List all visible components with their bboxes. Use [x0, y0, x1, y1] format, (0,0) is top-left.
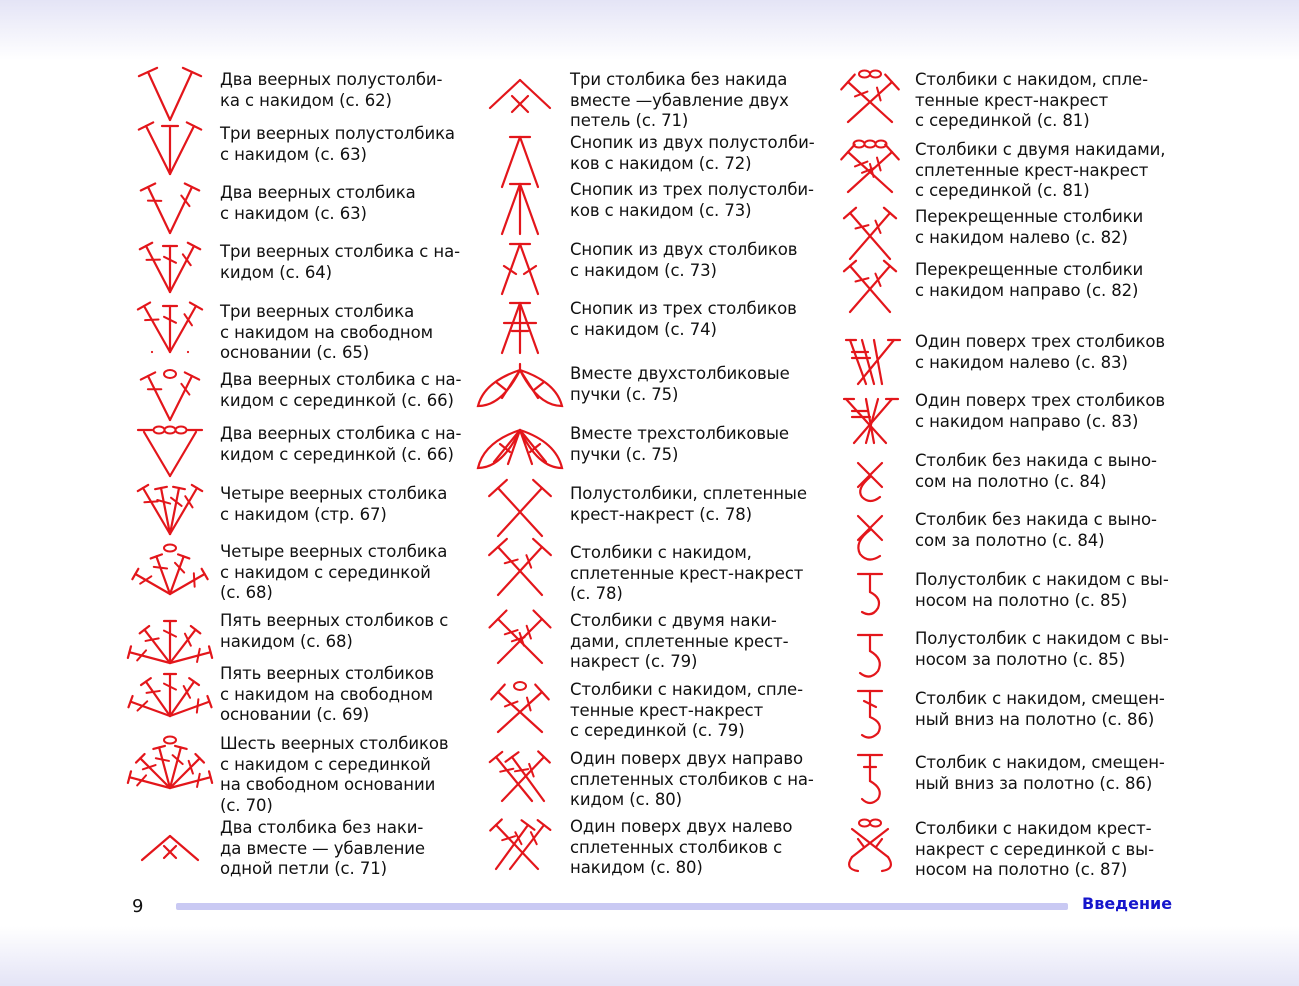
crochet-symbol-fan-4-dc-center-icon: [122, 540, 218, 598]
crochet-symbol-fan-6-dc-center-icon: [122, 732, 218, 790]
symbol-description: Снопик из двух полустолби- ков с накидом (с. 72): [570, 133, 815, 173]
crochet-symbol-dc-back-post-icon: [822, 751, 918, 809]
symbol-description: Столбик с накидом, смещен- ный вниз на полотно (с. 86): [915, 689, 1165, 729]
crochet-symbol-fan-3-dc-free-base-icon: [122, 300, 218, 358]
symbol-description: Один поверх трех столбиков с накидом направо (с. 83): [915, 391, 1166, 431]
symbol-description: Один поверх двух налево сплетенных столбиков с накидом (с. 80): [570, 817, 793, 878]
crochet-symbol-fan-3-hdc-icon: [122, 122, 218, 180]
footer-rule: [176, 903, 1068, 910]
crochet-symbol-one-over-two-right-icon: [472, 747, 568, 805]
symbol-description: Шесть веерных столбиков с накидом с серединкой на свободном основании (с. 70): [220, 734, 449, 815]
symbol-description: Вместе двухстолбиковые пучки (с. 75): [570, 364, 790, 404]
symbol-description: Два веерных столбика с на- кидом с серединкой (с. 66): [220, 370, 462, 410]
symbol-description: Полустолбик с накидом с вы- носом за полотно (с. 85): [915, 629, 1169, 669]
crochet-symbol-crossed-dc-center-icon: [472, 678, 568, 736]
symbol-description: Столбики с двумя накидами, сплетенные крест-накрест с серединкой (с. 81): [915, 140, 1166, 201]
crochet-symbol-fan-4-dc-icon: [122, 482, 218, 540]
crochet-symbol-double-3dc-puff-icon: [472, 422, 568, 480]
symbol-description: Столбики с накидом, спле- тенные крест-накрест с серединкой (с. 79): [570, 680, 803, 741]
symbol-description: Столбики с накидом крест- накрест с серединкой с вы- носом на полотно (с. 87): [915, 819, 1154, 880]
crochet-symbol-crossed-dc-chain-center-icon: [822, 68, 918, 126]
page-number: 9: [132, 896, 144, 917]
symbol-description: Три столбика без накида вместе —убавление двух петель (с. 71): [570, 70, 789, 131]
crochet-symbol-crossed-hdc-icon: [472, 482, 568, 540]
crochet-symbol-sc3tog-icon: [472, 68, 568, 126]
symbol-description: Столбики с накидом, сплетенные крест-накрест (с. 78): [570, 543, 804, 604]
symbol-description: Столбик без накида с выно- сом за полотно (с. 84): [915, 510, 1157, 550]
symbol-description: Четыре веерных столбика с накидом (стр. 67): [220, 484, 448, 524]
symbol-description: Снопик из двух столбиков с накидом (с. 73): [570, 240, 798, 280]
crochet-symbol-fan-5-dc-icon: [122, 609, 218, 667]
crochet-symbol-hdc-back-post-icon: [822, 627, 918, 685]
symbol-description: Перекрещенные столбики с накидом направо (с. 82): [915, 260, 1144, 300]
symbol-description: Столбик с накидом, смещен- ный вниз за полотно (с. 86): [915, 753, 1165, 793]
crochet-symbol-hdc3-cluster-icon: [472, 178, 568, 236]
crochet-symbol-one-over-three-right-icon: [822, 389, 918, 447]
crochet-symbol-fan-3-dc-icon: [122, 240, 218, 298]
symbol-description: Один поверх трех столбиков с накидом налево (с. 83): [915, 332, 1166, 372]
symbol-description: Три веерных столбика с на- кидом (с. 64): [220, 242, 460, 282]
symbol-description: Два веерных полустолби- ка с накидом (с. 62): [220, 70, 443, 110]
crochet-symbol-fan-2-hdc-icon: [122, 68, 218, 126]
symbol-description: Три веерных полустолбика с накидом (с. 63): [220, 124, 455, 164]
symbol-description: Столбики с накидом, спле- тенные крест-накрест с серединкой (с. 81): [915, 70, 1148, 131]
crochet-symbol-dc2-cluster-icon: [472, 238, 568, 296]
crochet-symbol-sc-front-post-icon: [822, 449, 918, 507]
symbol-description: Три веерных столбика с накидом на свободном основании (с. 65): [220, 302, 433, 363]
crochet-symbol-double-2dc-puff-icon: [472, 362, 568, 420]
crochet-symbol-one-over-two-left-icon: [472, 815, 568, 873]
crochet-symbol-hdc-front-post-icon: [822, 568, 918, 626]
symbol-description: Два столбика без наки- да вместе — убавление одной петли (с. 71): [220, 818, 425, 879]
symbol-description: Два веерных столбика с на- кидом с серединкой (с. 66): [220, 424, 462, 464]
crochet-symbol-crossed-dc-left-icon: [822, 205, 918, 263]
symbol-description: Полустолбики, сплетенные крест-накрест (с. 78): [570, 484, 807, 524]
crochet-symbol-fan-2-dc-icon: [122, 181, 218, 239]
crochet-symbol-crossed-tr-icon: [472, 609, 568, 667]
crochet-symbol-crossed-dc-right-icon: [822, 258, 918, 316]
crochet-symbol-fan-2-dc-chain-center-icon: [122, 422, 218, 480]
symbol-description: Столбик без накида с выно- сом на полотно (с. 84): [915, 451, 1157, 491]
symbol-description: Четыре веерных столбика с накидом с серединкой (с. 68): [220, 542, 448, 603]
crochet-symbol-dc-front-post-icon: [822, 687, 918, 745]
symbol-description: Перекрещенные столбики с накидом налево (с. 82): [915, 207, 1144, 247]
crochet-symbol-crossed-dc-icon: [472, 541, 568, 599]
crochet-symbol-fan-5-dc-free-base-icon: [122, 662, 218, 720]
crochet-symbol-fan-2-dc-center-icon: [122, 368, 218, 426]
symbol-description: Пять веерных столбиков с накидом (с. 68): [220, 611, 449, 651]
symbol-description: Снопик из трех полустолби- ков с накидом (с. 73): [570, 180, 814, 220]
symbol-description: Полустолбик с накидом с вы- носом на полотно (с. 85): [915, 570, 1169, 610]
symbol-description: Пять веерных столбиков с накидом на свободном основании (с. 69): [220, 664, 435, 725]
section-title: Введение: [1082, 894, 1173, 913]
symbol-description: Вместе трехстолбиковые пучки (с. 75): [570, 424, 789, 464]
symbol-description: Два веерных столбика с накидом (с. 63): [220, 183, 416, 223]
symbol-description: Один поверх двух направо сплетенных столбиков с на- кидом (с. 80): [570, 749, 814, 810]
crochet-symbol-sc-back-post-icon: [822, 508, 918, 566]
crochet-symbol-dc3-cluster-icon: [472, 297, 568, 355]
crochet-symbol-crossed-dc-center-front-post-icon: [822, 817, 918, 875]
symbol-description: Снопик из трех столбиков с накидом (с. 74): [570, 299, 797, 339]
crochet-symbol-crossed-tr-chain-center-icon: [822, 138, 918, 196]
symbol-description: Столбики с двумя наки- дами, сплетенные крест- накрест (с. 79): [570, 611, 789, 672]
crochet-symbol-one-over-three-left-icon: [822, 330, 918, 388]
crochet-symbol-sc2tog-icon: [122, 816, 218, 874]
